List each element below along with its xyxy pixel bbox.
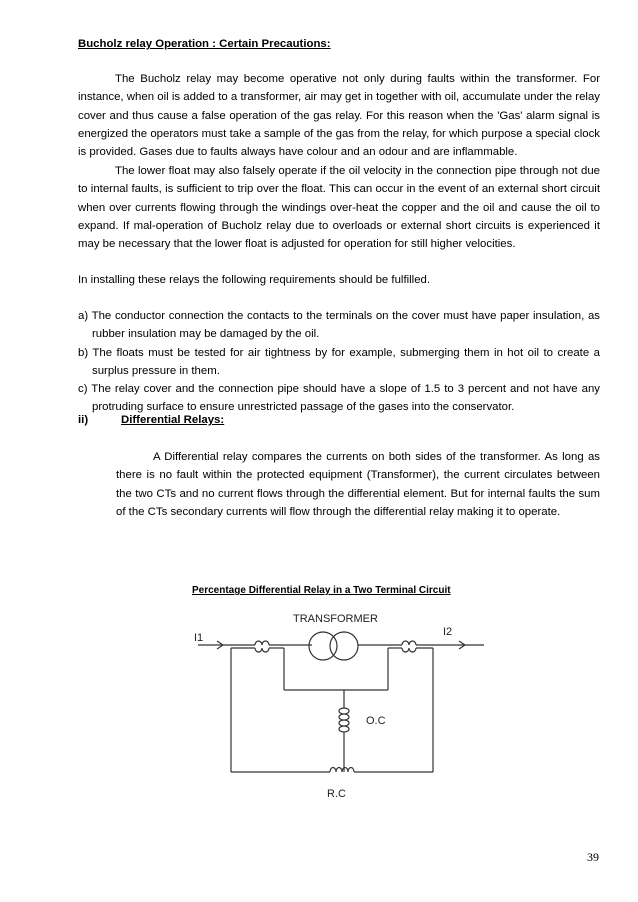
section-title: Differential Relays:: [121, 414, 225, 426]
section-number: ii): [78, 414, 89, 426]
operating-coil-back: [339, 708, 344, 732]
label-transformer: TRANSFORMER: [293, 613, 378, 625]
differential-relay-diagram: [0, 600, 638, 810]
ct-left-primary: [255, 641, 269, 645]
list-item: c) The relay cover and the connection pipe should have a slope of 1.5 to 3 percent and not have any protruding surface to ensure unrestricted passage of the gases into the conservator.: [78, 383, 600, 414]
ct-left-secondary: [255, 648, 269, 652]
diagram-title: Percentage Differential Relay in a Two Terminal Circuit: [192, 585, 451, 596]
label-rc: R.C: [327, 788, 346, 800]
list-item: b) The floats must be tested for air tightness by for example, submerging them in hot oil to create a surplus pressure in them.: [78, 346, 600, 377]
paragraph-lower-float: The lower float may also falsely operate if the oil velocity in the connection pipe through not due to internal faults, is sufficient to trip over the float. This can occur in the event of an external short circuit when over currents flowing through the windings over-heat the copper and the oil and cause the oil to expand. If mal-operation of Bucholz relay due to overloads or external short circuits is experienced it may be necessary that the lower float is adjusted for operation for still higher velocities.: [78, 165, 600, 251]
transformer-secondary-circle: [330, 632, 358, 660]
paragraph-gas-false-operation: The Bucholz relay may become operative not only during faults within the transformer. For instance, when oil is added to a transformer, air may get in together with oil, accumulate under the relay cover and thus cause a false operation of the gas relay. For this reason when the 'Gas' alarm signal is energized the operators must take a sample of the gas from the relay, for which purpose a special clock is provided. Gases due to faults always have colour and an odour and are inflammable.: [78, 73, 600, 159]
operating-coil: [344, 708, 349, 732]
paragraph-installation-intro: In installing these relays the following requirements should be fulfilled.: [78, 274, 431, 286]
section-heading: Bucholz relay Operation : Certain Precautions:: [78, 38, 331, 50]
list-item: a) The conductor connection the contacts to the terminals on the cover must have paper insulation, as rubber insulation may be damaged by the oil.: [78, 310, 600, 341]
ct-right-secondary: [402, 648, 416, 652]
differential-relay-paragraph: A Differential relay compares the currents on both sides of the transformer. As long as there is no fault within the protected equipment (Transformer), the current circulates between the two CTs and no current flows through the differential element. But for internal faults the sum of the CTs secondary currents will flow through the differential relay making it to operate.: [116, 451, 600, 518]
transformer-primary-circle: [309, 632, 337, 660]
ct-right-primary: [402, 641, 416, 645]
restraining-coil: [330, 768, 354, 773]
requirements-list: [78, 307, 600, 417]
label-i1: I1: [194, 632, 204, 644]
label-oc: O.C: [366, 715, 386, 727]
label-i2: I2: [443, 626, 453, 638]
page-number: 39: [587, 850, 599, 864]
